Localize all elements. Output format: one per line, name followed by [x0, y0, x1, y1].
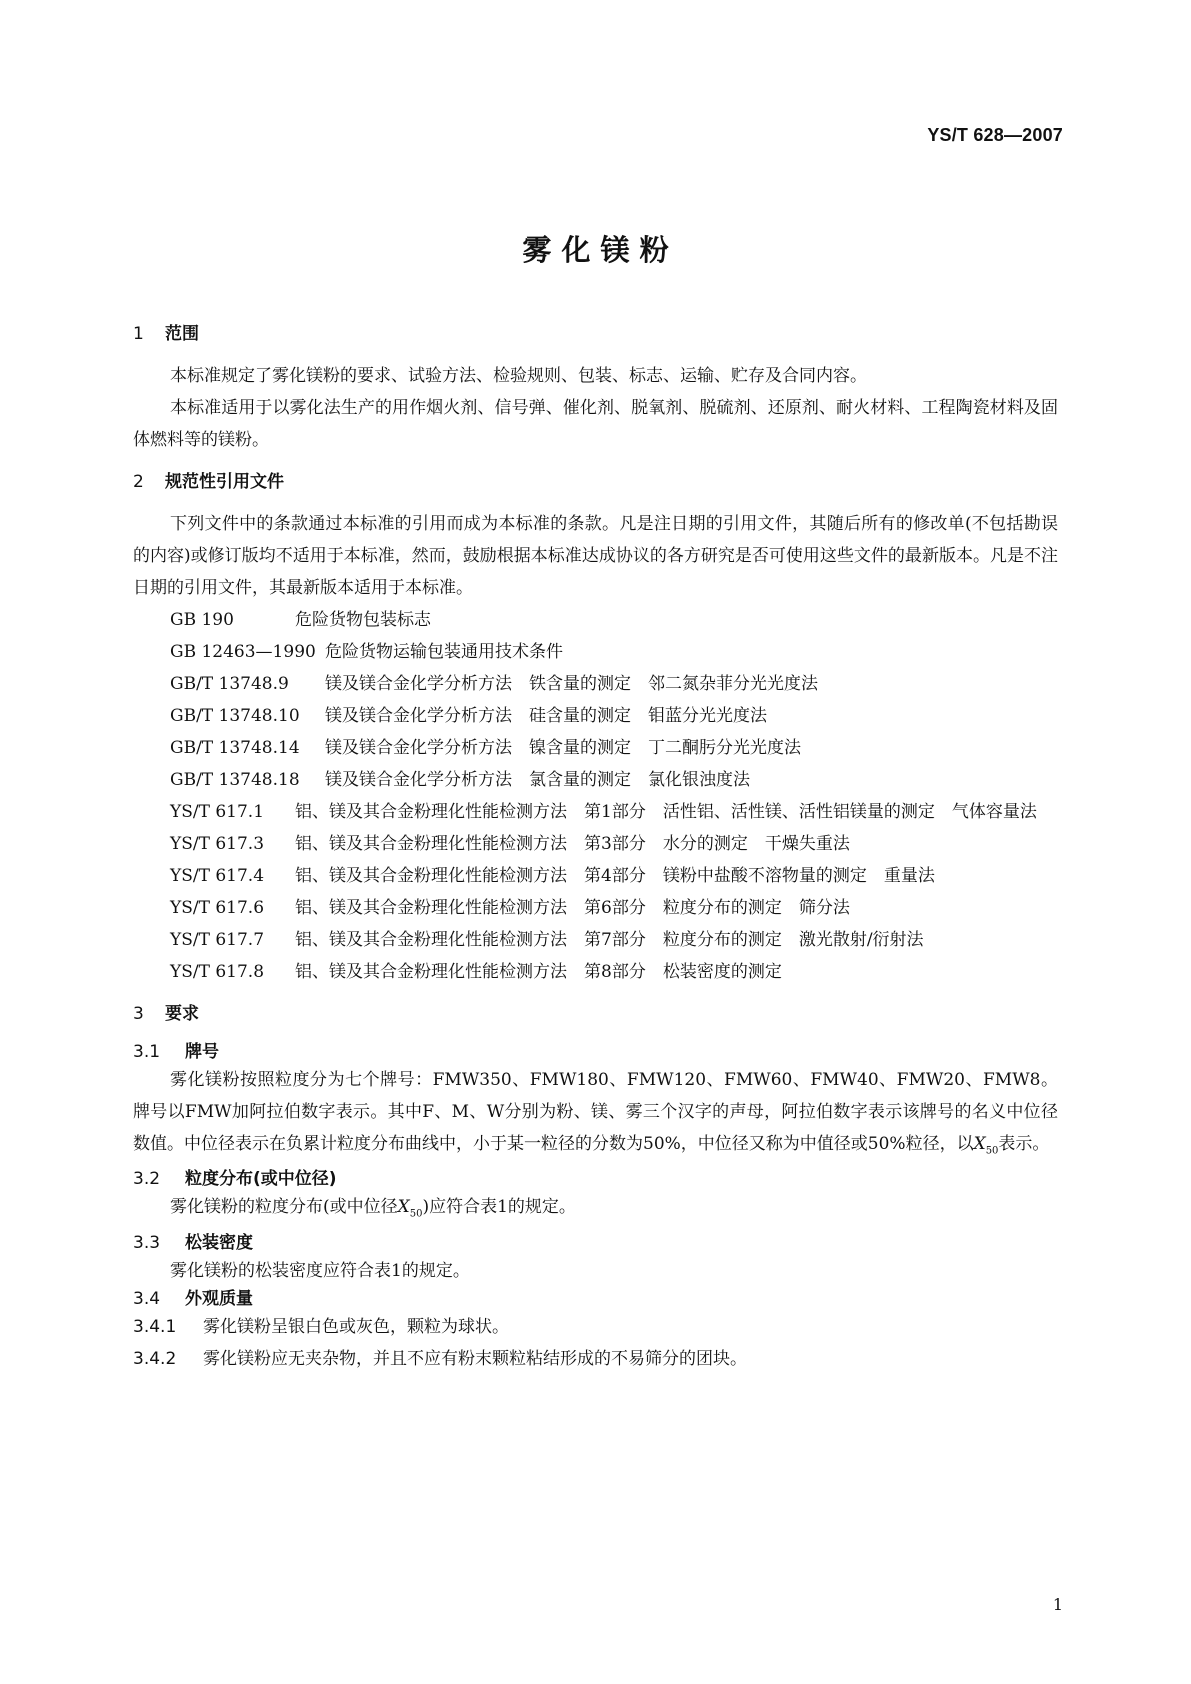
reference-code: GB/T 13748.14 — [170, 738, 300, 758]
subsection-number: 3.3 — [133, 1232, 161, 1253]
reference-item — [133, 636, 1058, 668]
reference-title: 铝、镁及其合金粉理化性能检测方法 第8部分 松装密度的测定 — [295, 962, 782, 982]
reference-title: 镁及镁合金化学分析方法 氯含量的测定 氯化银浊度法 — [325, 770, 750, 790]
reference-item — [133, 860, 1058, 892]
page-number: 1 — [1052, 1595, 1063, 1614]
subsection-3-3-heading — [133, 1231, 1058, 1255]
clause-item — [133, 1311, 1058, 1343]
reference-code: GB 12463—1990 — [170, 642, 316, 662]
variable-x: X — [973, 1134, 986, 1154]
subsection-title: 牌号 — [185, 1042, 219, 1062]
clause-number: 3.4.2 — [133, 1348, 177, 1369]
reference-title: 铝、镁及其合金粉理化性能检测方法 第3部分 水分的测定 干燥失重法 — [295, 834, 850, 854]
clause-number: 3.4.1 — [133, 1316, 177, 1337]
section-2-heading — [133, 470, 1058, 494]
reference-item — [133, 668, 1058, 700]
subsection-3-2-heading — [133, 1167, 1058, 1191]
section-title: 要求 — [165, 1004, 199, 1024]
subscript-50: 50 — [985, 1145, 999, 1157]
section-number: 2 — [133, 472, 144, 492]
clause-item — [133, 1343, 1058, 1375]
reference-code: YS/T 617.7 — [170, 930, 265, 950]
reference-item — [133, 892, 1058, 924]
section-1-paragraph-2: 本标准适用于以雾化法生产的用作烟火剂、信号弹、催化剂、脱氧剂、脱硫剂、还原剂、耐火材料、工程陶瓷材料及固体燃料等的镁粉。 — [133, 398, 1058, 450]
reference-item — [133, 604, 1058, 636]
subsection-3-1-heading — [133, 1040, 1058, 1064]
reference-code: YS/T 617.8 — [170, 962, 265, 982]
reference-item — [133, 828, 1058, 860]
subsection-number: 3.4 — [133, 1288, 161, 1309]
section-2-intro: 下列文件中的条款通过本标准的引用而成为本标准的条款。凡是注日期的引用文件，其随后所有的修改单(不包括勘误的内容)或修订版均不适用于本标准，然而，鼓励根据本标准达成协议的各方研究是否可使用这些文件的最新版本。凡是不注日期的引用文件，其最新版本适用于本标准。 — [133, 514, 1058, 598]
reference-code: GB/T 13748.9 — [170, 674, 289, 694]
variable-x: X — [397, 1197, 410, 1218]
reference-title: 铝、镁及其合金粉理化性能检测方法 第4部分 镁粉中盐酸不溶物量的测定 重量法 — [295, 866, 935, 886]
section-title: 规范性引用文件 — [165, 472, 284, 492]
reference-title: 危险货物运输包装通用技术条件 — [325, 642, 563, 662]
reference-title: 危险货物包装标志 — [295, 610, 431, 630]
reference-title: 铝、镁及其合金粉理化性能检测方法 第7部分 粒度分布的测定 激光散射/衍射法 — [295, 930, 924, 950]
reference-title: 镁及镁合金化学分析方法 铁含量的测定 邻二氮杂菲分光光度法 — [325, 674, 818, 694]
section-number: 3 — [133, 1004, 144, 1024]
reference-title: 铝、镁及其合金粉理化性能检测方法 第6部分 粒度分布的测定 筛分法 — [295, 898, 850, 918]
reference-title: 镁及镁合金化学分析方法 硅含量的测定 钼蓝分光光度法 — [325, 706, 767, 726]
section-number: 1 — [133, 324, 144, 344]
reference-title: 镁及镁合金化学分析方法 镍含量的测定 丁二酮肟分光光度法 — [325, 738, 801, 758]
subsection-title: 外观质量 — [185, 1288, 253, 1309]
subsection-3-4-heading — [133, 1287, 1058, 1311]
standard-code: YS/T 628—2007 — [927, 125, 1063, 145]
subsection-3-1-paragraph: 雾化镁粉按照粒度分为七个牌号：FMW350、FMW180、FMW120、FMW60、FMW40、FMW20、FMW8。牌号以FMW加阿拉伯数字表示。其中F、M、W分别为粉、镁、雾三个汉字的声母，阿拉伯数字表示该牌号的名义中位径数值。中位径表示在负累计粒度分布曲线中，小于某一粒径的分数为50%，中位径又称为中值径或50%粒径，以$X_{50}$表示。 — [133, 1070, 1058, 1157]
subsection-number: 3.1 — [133, 1042, 161, 1062]
subsection-number: 3.2 — [133, 1169, 161, 1190]
reference-item — [133, 764, 1058, 796]
subsection-3-3-paragraph: 雾化镁粉的松装密度应符合表1的规定。 — [170, 1260, 470, 1281]
reference-code: YS/T 617.6 — [170, 898, 265, 918]
reference-item — [133, 732, 1058, 764]
reference-code: YS/T 617.3 — [170, 834, 265, 854]
subsection-3-2-paragraph: 雾化镁粉的粒度分布(或中位径$X_{50}$)应符合表1的规定。 — [170, 1197, 576, 1220]
subsection-title: 松装密度 — [185, 1232, 253, 1253]
reference-code: YS/T 617.4 — [170, 866, 265, 886]
subsection-title: 粒度分布(或中位径) — [185, 1169, 337, 1190]
document-title: 雾 化 镁 粉 — [522, 233, 669, 267]
section-1-heading — [133, 322, 1058, 346]
reference-code: GB 190 — [170, 610, 234, 630]
section-1-paragraph-1: 本标准规定了雾化镁粉的要求、试验方法、检验规则、包装、标志、运输、贮存及合同内容。 — [170, 366, 867, 386]
subscript-50: 50 — [409, 1208, 423, 1220]
section-title: 范围 — [165, 324, 199, 344]
clause-text: 雾化镁粉应无夹杂物，并且不应有粉末颗粒粘结形成的不易筛分的团块。 — [203, 1348, 747, 1369]
reference-code: YS/T 617.1 — [170, 802, 265, 822]
reference-code: GB/T 13748.18 — [170, 770, 300, 790]
reference-title: 铝、镁及其合金粉理化性能检测方法 第1部分 活性铝、活性镁、活性铝镁量的测定 气体容量法 — [295, 802, 1037, 822]
reference-item — [133, 700, 1058, 732]
document-body — [133, 322, 1058, 1375]
reference-item — [133, 924, 1058, 956]
reference-code: GB/T 13748.10 — [170, 706, 300, 726]
clause-text: 雾化镁粉呈银白色或灰色，颗粒为球状。 — [203, 1316, 509, 1337]
section-3-heading — [133, 1002, 1058, 1026]
reference-item — [133, 796, 1058, 828]
reference-item — [133, 956, 1058, 988]
